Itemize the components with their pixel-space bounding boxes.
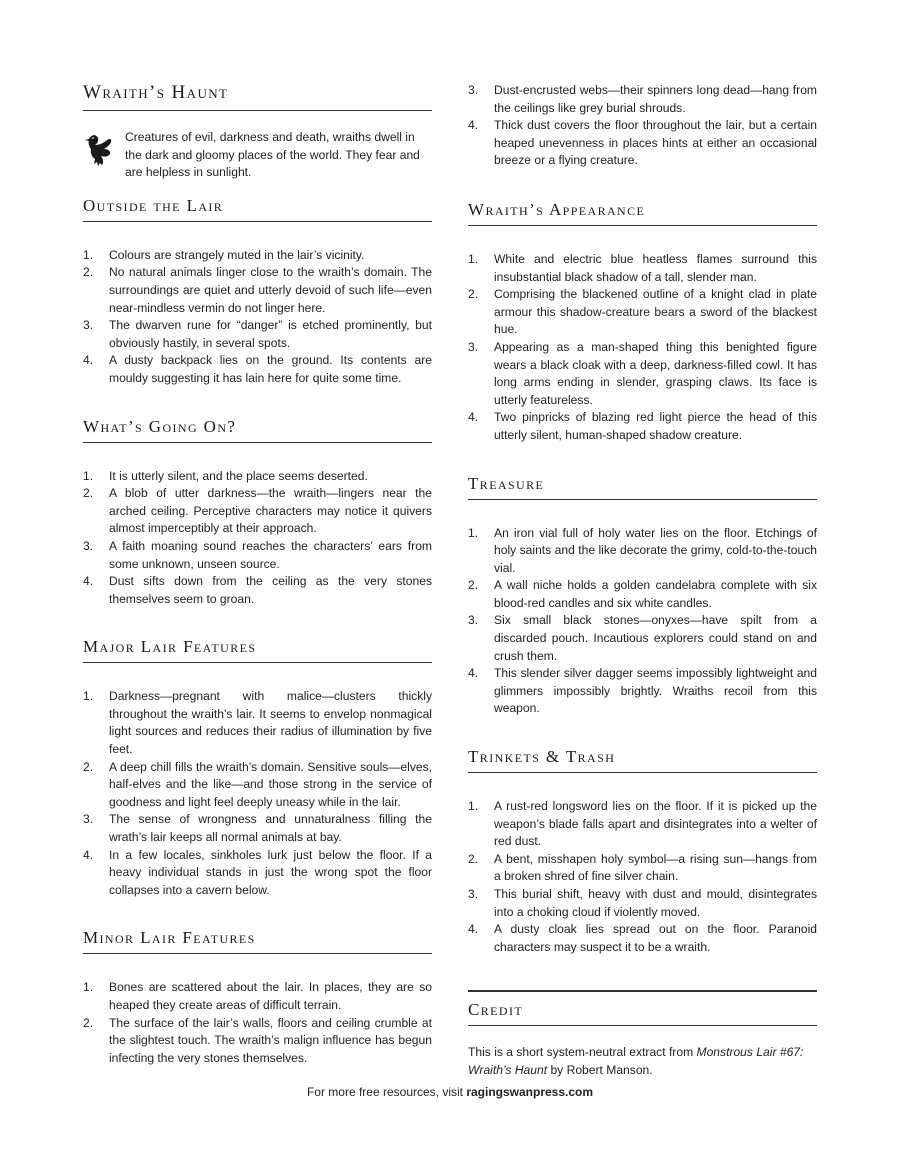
section-minor-lair-features — [83, 928, 432, 1067]
footer-link[interactable]: ragingswanpress.com — [466, 1085, 594, 1099]
credit-text: This is a short system-neutral extract from Monstrous Lair #67: Wraith’s Haunt by Robert Manson. — [468, 1045, 804, 1077]
list-item: 4. A dusty backpack lies on the ground. Its contents are mouldy suggesting it has lain here for quite some time. — [83, 353, 432, 385]
list-item: 2. A wall niche holds a golden candelabra complete with six blood-red candles and six white candles. — [468, 578, 817, 610]
left-column — [83, 82, 432, 1067]
footer — [0, 1085, 900, 1099]
section-credit — [468, 990, 817, 1079]
list-item: 4. A dusty cloak lies spread out on the floor. Paranoid characters may suspect it to be a wraith. — [468, 922, 817, 954]
list-item: 4. This slender silver dagger seems impossibly lightweight and glimmers impossibly brightly. Wraiths recoil from this weapon. — [468, 666, 817, 716]
list-item: 4. In a few locales, sinkholes lurk just below the floor. If a heavy individual stands in just the wrong spot the floor collapses into a cavern below. — [83, 847, 432, 897]
page-title: Wraith’s Haunt — [83, 82, 432, 111]
section-treasure — [468, 474, 817, 719]
list-item: 2. No natural animals linger close to the wraith’s domain. The surroundings are quiet and utterly devoid of such life—even near-mindless vermin do not linger here. — [83, 265, 432, 315]
section-heading: Major Lair Features — [83, 637, 432, 663]
trinkets-list — [468, 798, 817, 956]
section-wraiths-appearance — [468, 200, 817, 445]
list-item: 4. Two pinpricks of blazing red light pierce the head of this utterly silent, human-shaped shadow creature. — [468, 410, 817, 442]
section-outside-the-lair — [83, 196, 432, 388]
section-heading: Outside the Lair — [83, 196, 432, 222]
list-item: 2. The surface of the lair’s walls, floors and ceiling crumble at the slightest touch. The wraith’s malign influence has begun infecting the very stones themselves. — [83, 1015, 432, 1065]
intro-block — [83, 129, 432, 182]
minor-features-list — [83, 979, 432, 1067]
list-item: 1. It is utterly silent, and the place seems deserted. — [83, 468, 368, 483]
going-on-list — [83, 468, 432, 609]
list-item: 3. The dwarven rune for “danger” is etched prominently, but obviously hastily, in several spots. — [83, 318, 432, 350]
outside-list — [83, 247, 432, 388]
section-heading: Trinkets & Trash — [468, 747, 817, 773]
list-item: 2. A blob of utter darkness—the wraith—lingers near the arched ceiling. Perceptive characters may notice it quivers almost imperceptibly at their approach. — [83, 486, 432, 536]
section-heading: What’s Going On? — [83, 417, 432, 443]
list-item: 3. Dust-encrusted webs—their spinners long dead—hang from the ceilings like grey burial shrouds. — [468, 83, 817, 115]
section-major-lair-features — [83, 637, 432, 899]
list-item: 2. A deep chill fills the wraith’s domain. Sensitive souls—elves, half-elves and the like—and those strong in the service of goodness and light feel deeply uneasy while in the lair. — [83, 759, 432, 809]
section-heading: Treasure — [468, 474, 817, 500]
list-item: 4. Thick dust covers the floor throughout the lair, but a certain heaped unevenness in places hints at either an occasional breeze or a flying creature. — [468, 118, 817, 168]
intro-text: Creatures of evil, darkness and death, wraiths dwell in the dark and gloomy places of the world. They fear and are helpless in sunlight. — [125, 130, 420, 180]
major-features-list — [83, 688, 432, 899]
list-item: 3. Appearing as a man-shaped thing this benighted figure wears a black cloak with a deep, darkness-filled cowl. It has long arms ending in slender, grasping claws. Its face is utterly featureless. — [468, 339, 817, 407]
raven-icon — [83, 129, 115, 169]
list-item: 2. Comprising the blackened outline of a knight clad in plate armour this shadow-creature bears a sword of the blackest hue. — [468, 287, 817, 337]
list-item: 3. A faith moaning sound reaches the characters’ ears from some unknown, unseen source. — [83, 538, 432, 571]
section-whats-going-on — [83, 417, 432, 609]
treasure-list — [468, 525, 817, 719]
list-item: 1. A rust-red longsword lies on the floor. If it is picked up the weapon’s blade falls apart and disintegrates into a welter of red dust. — [468, 799, 817, 849]
section-trinkets-trash — [468, 747, 817, 956]
list-item: 1. Bones are scattered about the lair. In places, they are so heaped they create areas of difficult terrain. — [83, 980, 432, 1012]
section-heading: Minor Lair Features — [83, 928, 432, 954]
list-item: 1. Darkness—pregnant with malice—clusters thickly throughout the wraith’s lair. It seems to envelop nonmagical light sources and reduces their radius of illumination by five feet. — [83, 689, 432, 757]
appearance-list — [468, 251, 817, 445]
right-column — [468, 82, 817, 1080]
list-item: 2. A bent, misshapen holy symbol—a rising sun—hangs from a broken shred of fine silver chain. — [468, 851, 817, 884]
section-heading: Wraith’s Appearance — [468, 200, 817, 226]
list-item: 1. White and electric blue heatless flames surround this insubstantial black shadow of a tall, slender man. — [468, 251, 817, 284]
list-item: 1. An iron vial full of holy water lies on the floor. Etchings of holy saints and the like decorate the grimy, cold-to-the-touch vial. — [468, 525, 817, 575]
list-item: 1. Colours are strangely muted in the lair’s vicinity. — [83, 247, 365, 262]
list-item: 3. This burial shift, heavy with dust and mould, disintegrates into a choking cloud if violently moved. — [468, 887, 817, 919]
list-item: 3. Six small black stones—onyxes—have spilt from a discarded pouch. Incautious explorers could stand on and crush them. — [468, 613, 817, 663]
list-item: 4. Dust sifts down from the ceiling as the very stones themselves seem to groan. — [83, 574, 432, 606]
footer-text: For more free resources, visit — [306, 1085, 467, 1099]
section-heading: Credit — [468, 990, 817, 1026]
list-item: 3. The sense of wrongness and unnaturalness filling the wrath’s lair keeps all normal animals at bay. — [83, 812, 432, 845]
minor-features-list-continued — [468, 82, 817, 170]
product-title: Monstrous Lair #67: Wraith’s Haunt — [468, 1045, 804, 1077]
